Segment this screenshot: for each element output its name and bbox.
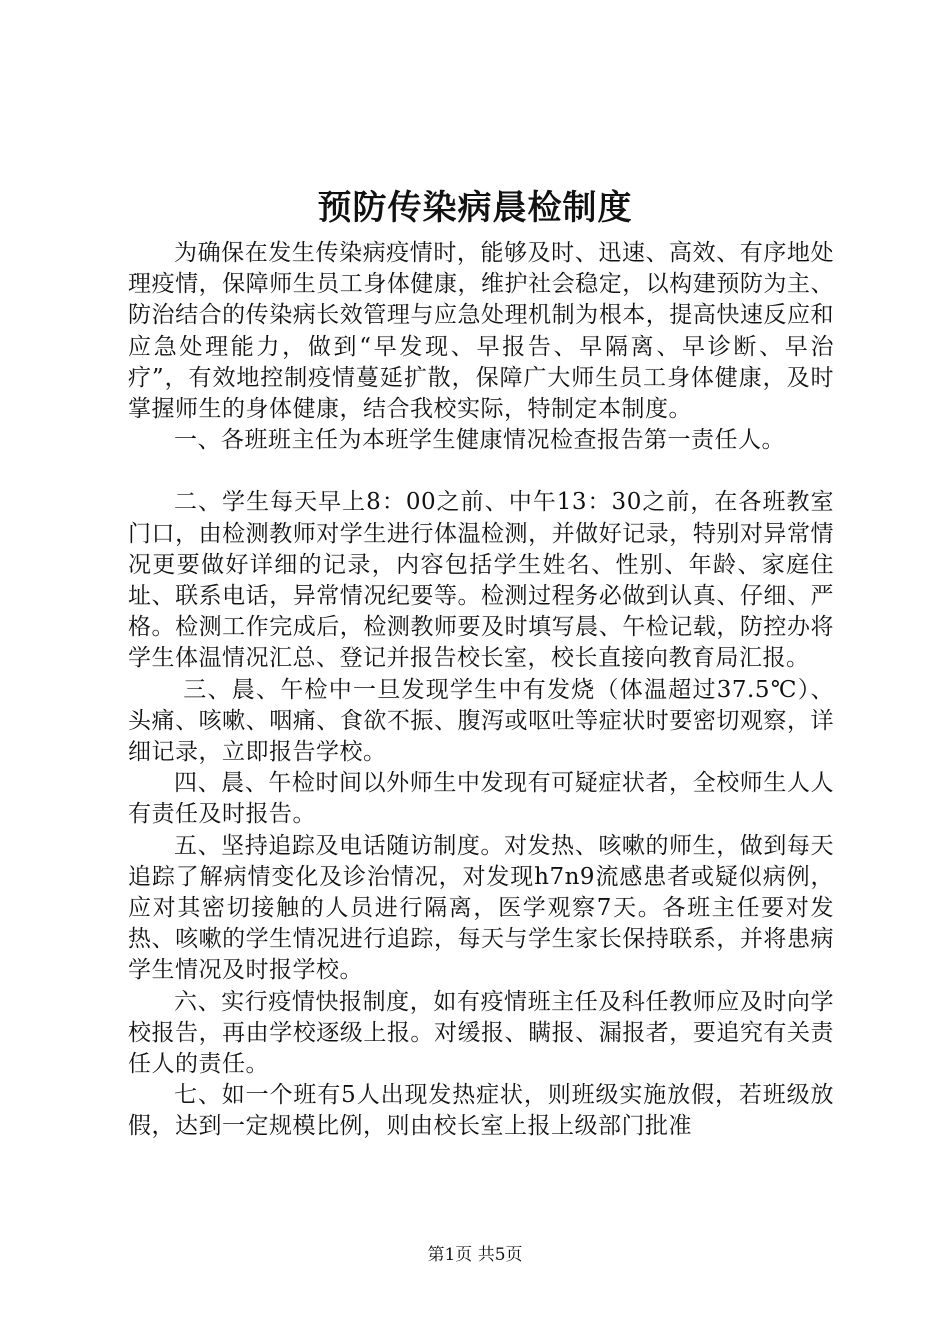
paragraph-item-2: 二、学生每天早上8：00之前、中午13：30之前，在各班教室门口，由检测教师对学生进行体温检测，并做好记录，特别对异常情况更要做好详细的记录，内容包括学生姓名、性别、年龄、家庭住址、联系电话，异常情况纪要等。检测过程务必做到认真、仔细、严格。检测工作完成后，检测教师要及时填写晨、午检记载，防控办将学生体温情况汇总、登记并报告校长室，校长直接向教育局汇报。 bbox=[128, 489, 834, 672]
paragraph-item-7: 七、如一个班有5人出现发热症状，则班级实施放假，若班级放假，达到一定规模比例，则由校长室上报上级部门批准 bbox=[128, 1082, 834, 1140]
paragraph-item-4: 四、晨、午检时间以外师生中发现有可疑症状者，全校师生人人有责任及时报告。 bbox=[128, 770, 834, 828]
paragraph-item-3: 三、晨、午检中一旦发现学生中有发烧（体温超过37.5℃）、头痛、咳嗽、咽痛、食欲不振、腹泻或呕吐等症状时要密切观察，详细记录，立即报告学校。 bbox=[128, 676, 834, 766]
paragraph-intro: 为确保在发生传染病疫情时，能够及时、迅速、高效、有序地处理疫情，保障师生员工身体健康，维护社会稳定，以构建预防为主、防治结合的传染病长效管理与应急处理机制为根本，提高快速反应和应急处理能力，做到“早发现、早报告、早隔离、早诊断、早治疗”，有效地控制疫情蔓延扩散，保障广大师生员工身体健康，及时掌握师生的身体健康，结合我校实际，特制定本制度。 bbox=[128, 240, 834, 423]
paragraph-item-1: 一、各班班主任为本班学生健康情况检查报告第一责任人。 bbox=[174, 427, 785, 454]
paragraph-item-6: 六、实行疫情快报制度，如有疫情班主任及科任教师应及时向学校报告，再由学校逐级上报。对缓报、瞒报、漏报者，要追究有关责任人的责任。 bbox=[128, 988, 834, 1078]
page-number-footer: 第1页 共5页 bbox=[427, 1245, 523, 1265]
paragraph-item-5: 五、坚持追踪及电话随访制度。对发热、咳嗽的师生，做到每天追踪了解病情变化及诊治情况，对发现h7n9流感患者或疑似病例，应对其密切接触的人员进行隔离，医学观察7天。各班主任要对发热、咳嗽的学生情况进行追踪，每天与学生家长保持联系，并将患病学生情况及时报学校。 bbox=[128, 832, 834, 984]
document-title: 预防传染病晨检制度 bbox=[317, 188, 633, 228]
document-body bbox=[128, 238, 834, 1143]
